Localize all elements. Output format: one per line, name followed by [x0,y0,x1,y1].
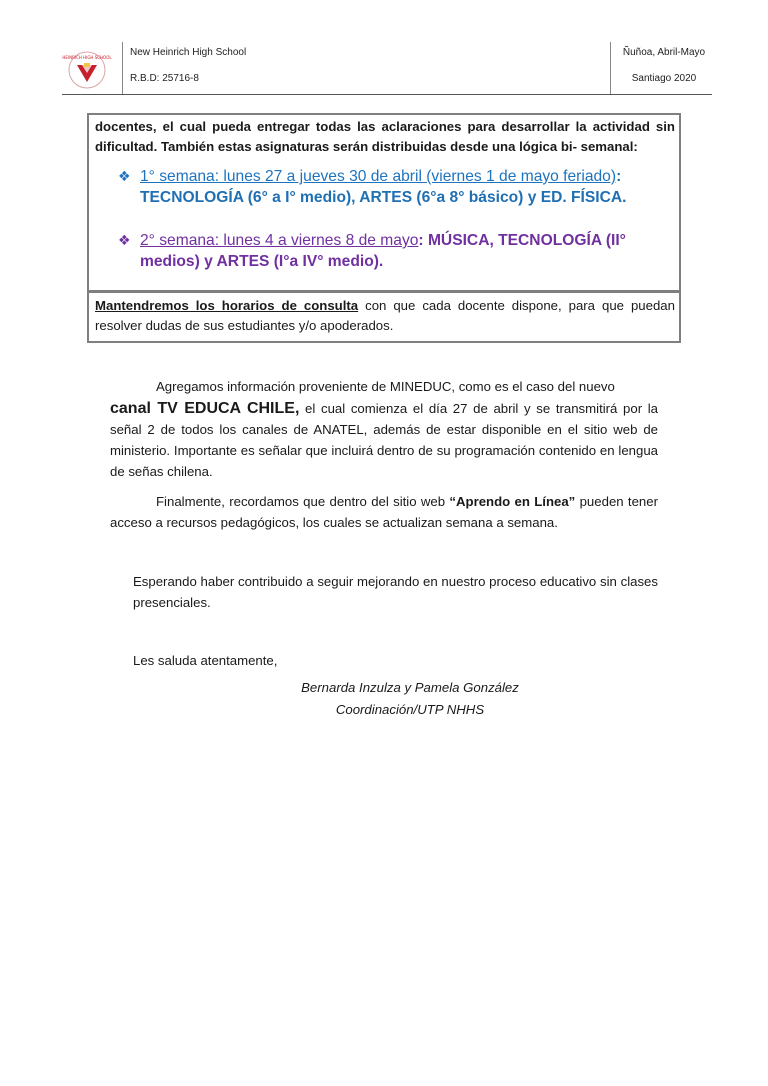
header-rule [62,94,712,95]
diamond-bullet-icon: ❖ [118,168,131,184]
p1-highlight: canal TV EDUCA CHILE, [110,400,300,417]
week1-subjects: TECNOLOGÍA (6° a I° medio), ARTES (6°a 8° básico) y ED. FÍSICA. [140,189,627,206]
place-date: Ñuñoa, Abril-Mayo [622,47,706,58]
p2-site-name: “Aprendo en Línea” [449,494,576,509]
week2-subjects-line1: : MÚSICA, TECNOLOGÍA (II° [418,232,626,249]
school-crest-logo [62,50,112,90]
week2-item [118,229,678,252]
signers: Bernarda Inzulza y Pamela González [301,680,519,695]
consult-note [95,296,675,336]
consult-note-bold: Mantendremos los horarios de consulta [95,298,359,313]
p2-start: Finalmente, recordamos que dentro del sitio web [156,494,450,509]
p1-first-line: Agregamos información proveniente de MINEDUC, como es el caso del nuevo [156,379,615,394]
diamond-bullet-icon: ❖ [118,232,131,248]
p3: Esperando haber contribuido a seguir mejorando en nuestro proceso educativo sin clases presenciales. [133,574,658,610]
header-divider-right [610,42,611,94]
school-name: New Heinrich High School [130,47,247,58]
p1-body [110,398,658,482]
p2 [110,491,658,533]
school-rbd: R.B.D: 25716-8 [130,73,199,84]
week2-dates: 2° semana: lunes 4 a viernes 8 de mayo [140,232,419,249]
week1-colon: : [616,168,622,185]
week2-subjects-line2: medios) y ARTES (I°a IV° medio). [140,253,384,270]
header-divider-left [122,42,123,94]
city-year: Santiago 2020 [631,73,697,84]
consult-note-rest: con que cada docente dispone, para que puedan resolver dudas de sus estudiantes y/o apoderados. [95,298,675,333]
box-separator [89,290,679,293]
p2-end: pueden tener acceso a recursos pedagógicos, los cuales se actualizan semana a semana. [110,494,658,530]
week1-item [118,165,678,188]
box-intro: docentes, el cual pueda entregar todas las aclaraciones para desarrollar la actividad sin dificultad. También estas asignaturas serán distribuidas desde una lógica bi- semanal: [95,119,675,154]
greeting: Les saluda atentamente, [133,653,278,668]
week1-dates: 1° semana: lunes 27 a jueves 30 de abril (viernes 1 de mayo feriado) [140,168,617,185]
p1-rest: el cual comienza el día 27 de abril y se transmitirá por la señal 2 de todos los canales de ANATEL, además de estar disponible en el sitio web de ministerio. Importante es señalar que incluirá dentro de su programación contenido en lengua de señas chilena. [110,401,659,479]
signer-role: Coordinación/UTP NHHS [335,702,485,717]
svg-text:HEINRICH HIGH SCHOOL: HEINRICH HIGH SCHOOL [62,55,112,60]
